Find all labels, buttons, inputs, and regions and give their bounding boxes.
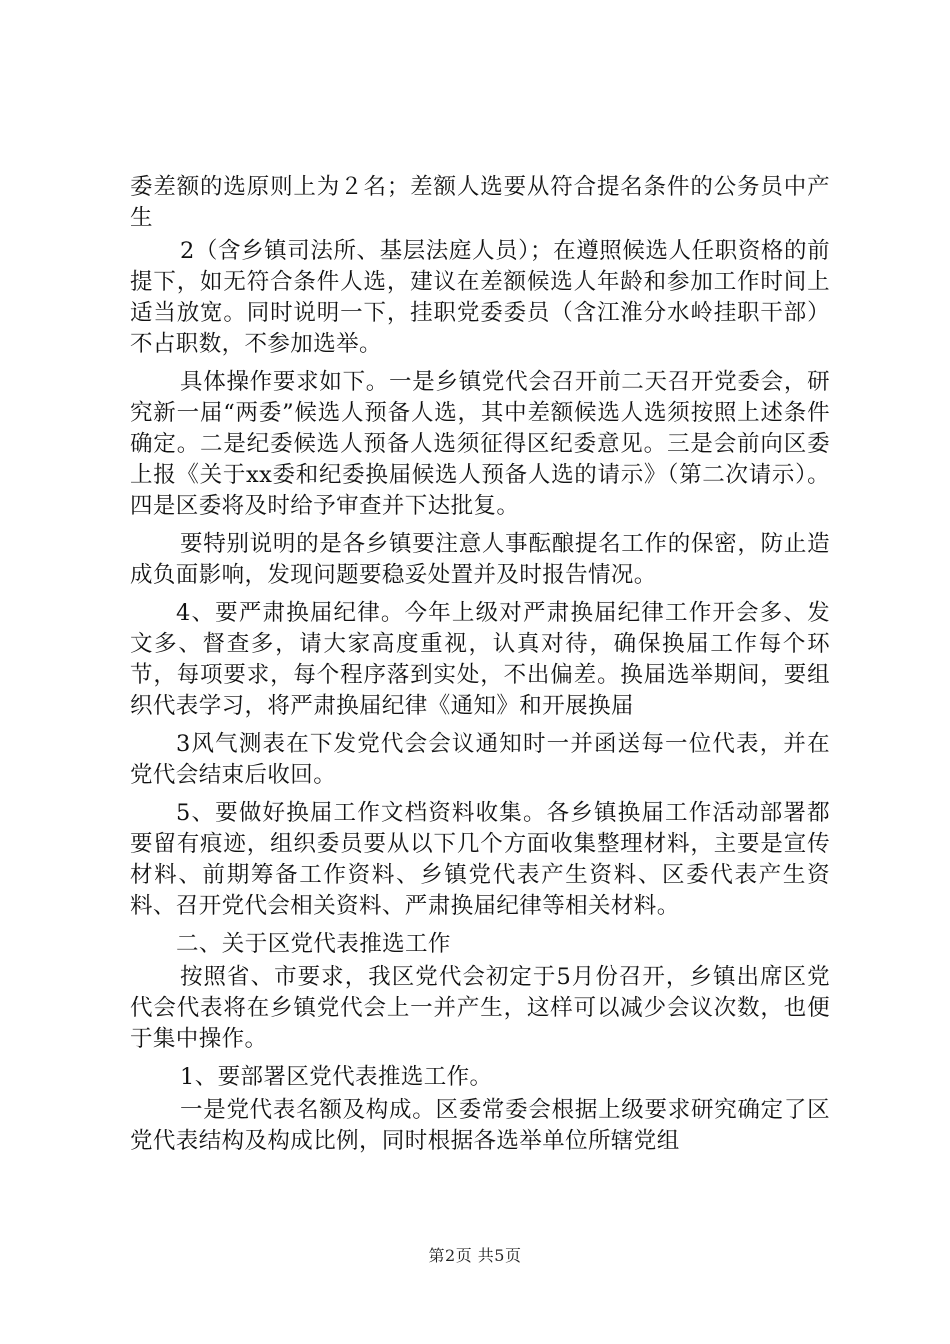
subsection-heading: 1、要部署区党代表推选工作。 <box>180 1064 493 1090</box>
page-number-footer: 第2页 共5页 <box>428 1246 522 1265</box>
document-body <box>130 172 830 1164</box>
paragraph-1: 委差额的选原则上为２名；差额人选要从符合提名条件的公务员中产生 <box>130 174 830 231</box>
section-heading: 二、关于区党代表推选工作 <box>176 931 451 957</box>
paragraph-6: 3风气测表在下发党代会会议通知时一并函送每一位代表，并在党代会结束后收回。 <box>130 731 830 788</box>
paragraph-9: 一是党代表名额及构成。区委常委会根据上级要求研究确定了区党代表结构及构成比例，同时根据各选举单位所辖党组 <box>130 1097 830 1154</box>
paragraph-5: 4、要严肃换届纪律。今年上级对严肃换届纪律工作开会多、发文多、督查多，请大家高度重视，认真对待，确保换届工作每个环节，每项要求，每个程序落到实处，不出偏差。换届选举期间，要组织代表学习，将严肃换届纪律《通知》和开展换届 <box>130 600 830 719</box>
paragraph-3: 具体操作要求如下。一是乡镇党代会召开前二天召开党委会，研究新一届“两委”候选人预备人选，其中差额候选人选须按照上述条件确定。二是纪委候选人预备人选须征得区纪委意见。三是会前向区委上报《关于xx委和纪委换届候选人预备人选的请示》（第二次请示）。四是区委将及时给予审查并下达批复。 <box>130 369 830 519</box>
paragraph-2: 2（含乡镇司法所、基层法庭人员）；在遵照候选人任职资格的前提下，如无符合条件人选，建议在差额候选人年龄和参加工作时间上适当放宽。同时说明一下，挂职党委委员（含江淮分水岭挂职干部）不占职数，不参加选举。 <box>130 238 830 357</box>
paragraph-4: 要特别说明的是各乡镇要注意人事酝酿提名工作的保密，防止造成负面影响，发现问题要稳妥处置并及时报告情况。 <box>130 531 830 588</box>
paragraph-7: 5、要做好换届工作文档资料收集。各乡镇换届工作活动部署都要留有痕迹，组织委员要从以下几个方面收集整理材料，主要是宣传材料、前期筹备工作资料、乡镇党代表产生资料、区委代表产生资料、召开党代会相关资料、严肃换届纪律等相关材料。 <box>130 800 830 919</box>
paragraph-8: 按照省、市要求，我区党代会初定于5月份召开，乡镇出席区党代会代表将在乡镇党代会上一并产生，这样可以减少会议次数，也便于集中操作。 <box>130 964 830 1052</box>
